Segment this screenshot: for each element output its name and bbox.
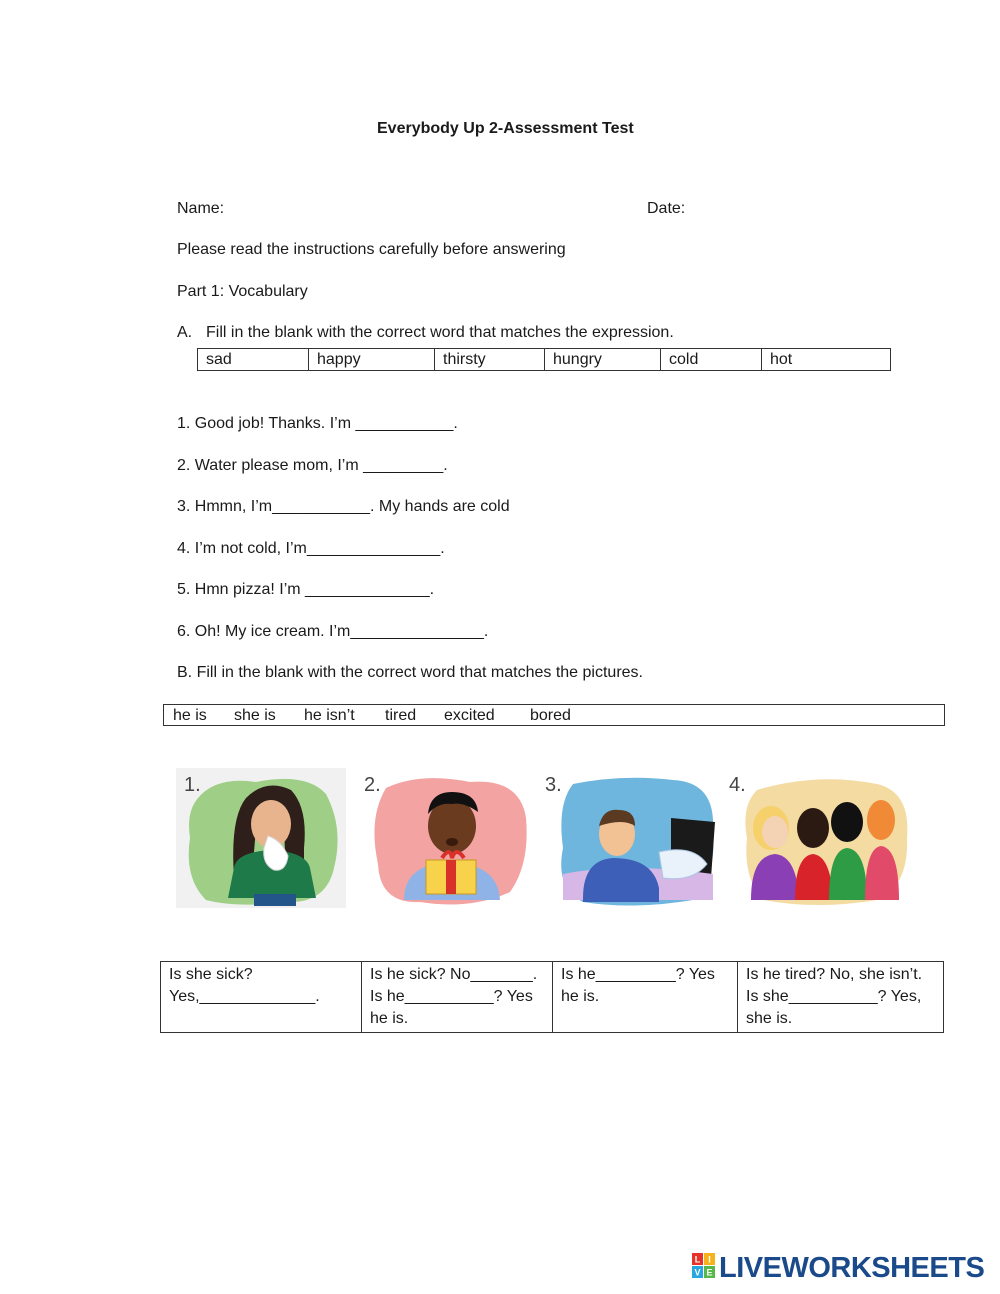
cell-line: Yes,_____________. [169, 988, 320, 1005]
word-bank-b [163, 704, 945, 726]
picture-bored-girls [727, 768, 912, 908]
cell-line: Is he tired? No, she isn’t. [746, 966, 923, 983]
picture-sick-girl [176, 768, 346, 908]
cell-line: she is. [746, 1010, 793, 1027]
section-b-instruction: B. Fill in the blank with the correct word that matches the pictures. [177, 664, 643, 681]
logo-letter: L [694, 1254, 701, 1265]
section-a-letter: A. [177, 324, 193, 341]
cell-line: Is she sick? [169, 966, 253, 983]
word-bank-item: he isn’t [304, 707, 355, 724]
picture-number: 3. [545, 774, 562, 796]
answer-cell-2[interactable] [362, 962, 553, 1033]
cell-line: Is she__________? Yes, [746, 988, 922, 1005]
picture-number: 2. [364, 774, 381, 796]
answer-cell-4[interactable] [738, 962, 944, 1033]
picture-number: 4. [729, 774, 746, 796]
answer-cell-3[interactable] [553, 962, 738, 1033]
part-heading: Part 1: Vocabulary [177, 283, 308, 300]
cell-line: Is he__________? Yes [370, 988, 533, 1005]
question-2[interactable]: 2. Water please mom, I’m _________. [177, 457, 448, 474]
logo-letter: E [706, 1267, 713, 1278]
cell-line: Is he sick? No_______. [370, 966, 538, 983]
page-title: Everybody Up 2-Assessment Test [377, 120, 634, 137]
word-bank-item: happy [309, 349, 435, 371]
answer-cell-1[interactable] [161, 962, 362, 1033]
word-bank-item: sad [198, 349, 309, 371]
question-5[interactable]: 5. Hmn pizza! I’m ______________. [177, 581, 435, 598]
question-3[interactable]: 3. Hmmn, I’m___________. My hands are cold [177, 498, 510, 515]
liveworksheets-brand[interactable]: LIVEWORKSHEETS [719, 1252, 985, 1284]
word-bank-item: she is [234, 707, 276, 724]
word-bank-item: bored [530, 707, 571, 724]
picture-tired-boy [543, 768, 718, 908]
word-bank-item: thirsty [435, 349, 545, 371]
picture-excited-boy [360, 768, 530, 908]
question-6[interactable]: 6. Oh! My ice cream. I’m_______________. [177, 623, 489, 640]
instructions-text: Please read the instructions carefully before answering [177, 241, 566, 258]
liveworksheets-logo-icon [692, 1253, 716, 1284]
cell-line: he is. [561, 988, 600, 1005]
section-a-instruction: Fill in the blank with the correct word that matches the expression. [206, 324, 674, 341]
word-bank-item: tired [385, 707, 417, 724]
picture-number: 1. [184, 774, 201, 796]
logo-letter: V [694, 1267, 701, 1278]
word-bank-item: cold [661, 349, 762, 371]
word-bank-item: hot [762, 349, 891, 371]
word-bank-item: he is [173, 707, 207, 724]
cell-line: Is he_________? Yes [561, 966, 715, 983]
date-label: Date: [647, 200, 686, 217]
name-label: Name: [177, 200, 225, 217]
answer-table [160, 961, 944, 1033]
question-1[interactable]: 1. Good job! Thanks. I’m ___________. [177, 415, 458, 432]
word-bank-a [197, 348, 891, 371]
logo-letter: I [708, 1254, 711, 1265]
cell-line: he is. [370, 1010, 409, 1027]
word-bank-item: excited [444, 707, 495, 724]
word-bank-item: hungry [545, 349, 661, 371]
question-4[interactable]: 4. I’m not cold, I’m_______________. [177, 540, 445, 557]
